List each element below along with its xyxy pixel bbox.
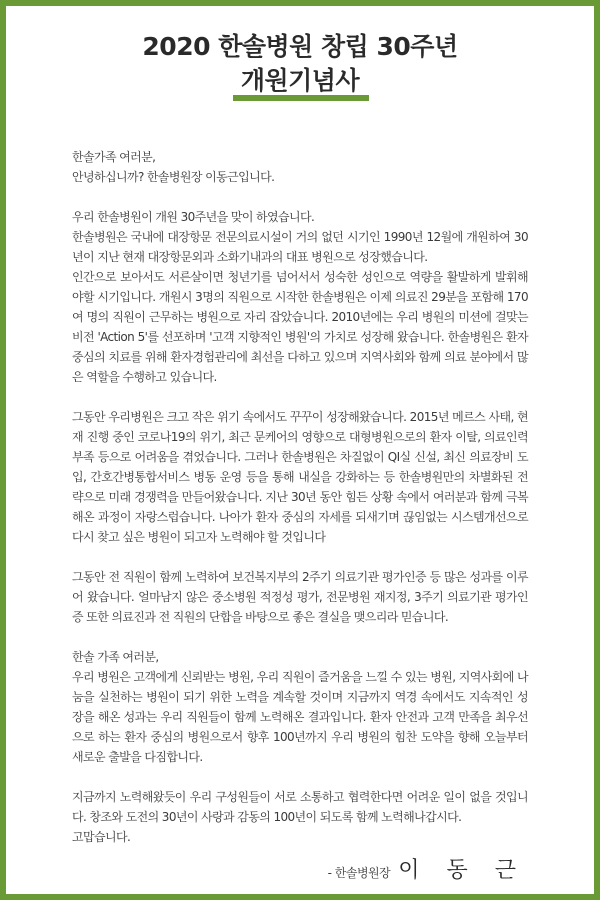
title-line-1: 2020 한솔병원 창립 30주년	[142, 32, 458, 61]
paragraph-line: 지금까지 노력해왔듯이 우리 구성원들이 서로 소통하고 협력한다면 어려운 일이 없을 것입니다. 창조와 도전의 30년이 사랑과 감동의 100년이 되도록 함께 노력해나갑시다.	[72, 790, 528, 824]
signature-prefix: - 한솔병원장	[327, 866, 391, 880]
paragraph-line: 그동안 전 직원이 함께 노력하여 보건복지부의 2주기 의료기관 평가인증 등 많은 성과를 이루어 왔습니다. 얼마남지 않은 중소병원 적정성 평가, 전문병원 재지정, 3주기 의료기관 평가인증 또한 의료진과 전 직원의 단합을 바탕으로 좋은 결실을 맺으리라 믿습니다.	[72, 570, 528, 624]
title-underline	[233, 95, 369, 101]
signature	[328, 853, 526, 884]
paragraph-line: 한솔 가족 여러분,	[72, 650, 159, 664]
paragraph-line: 인간으로 보아서도 서른살이면 청년기를 넘어서서 성숙한 성인으로 역량을 활발하게 발휘해야할 시기입니다. 개원시 3명의 직원으로 시작한 한솔병원은 이제 의료진 29분을 포함해 170여 명의 직원이 근무하는 병원으로 자리 잡았습니다. 2010년에는 우리 병원의 미션에 걸맞는 비전 'Action 5'를 선포하며 '고객 지향적인 병원'의 가치로 성장해 왔습니다. 한솔병원은 환자 중심의 치료를 위해 환자경험관리에 최선을 다하고 있으며 지역사회와 함께 의료 분야에서 많은 역할을 수행하고 있습니다.	[72, 270, 528, 384]
paragraph-growth	[72, 407, 528, 547]
signature-name: 이 동 근	[398, 858, 526, 883]
paragraph-anniversary	[72, 207, 528, 387]
letter-body	[72, 147, 528, 867]
page-title	[0, 30, 600, 98]
title-line-2: 개원기념사	[240, 66, 360, 95]
paragraph-achievements	[72, 567, 528, 627]
paragraph-closing	[72, 787, 528, 847]
paragraph-greeting	[72, 147, 528, 187]
paragraph-line: 고맙습니다.	[72, 830, 131, 844]
paragraph-line: 한솔가족 여러분,	[72, 150, 156, 164]
paragraph-line: 우리 한솔병원이 개원 30주년을 맞이 하였습니다.	[72, 210, 315, 224]
paragraph-line: 안녕하십니까? 한솔병원장 이동근입니다.	[72, 170, 275, 184]
paragraph-line: 우리 병원은 고객에게 신뢰받는 병원, 우리 직원이 즐거움을 느낄 수 있는 병원, 지역사회에 나눔을 실천하는 병원이 되기 위한 노력을 계속할 것이며 지금까지 역경 속에서도 지속적인 성장을 해온 성과는 우리 직원들이 함께 노력해온 결과입니다. 환자 안전과 고객 만족을 최우선으로 하는 환자 중심의 병원으로서 향후 100년까지 우리 병원의 힘찬 도약을 향해 오늘부터 새로운 출발을 다짐합니다.	[72, 670, 528, 764]
paragraph-line: 한솔병원은 국내에 대장항문 전문의료시설이 거의 없던 시기인 1990년 12월에 개원하여 30년이 지난 현재 대장항문외과 소화기내과의 대표 병원으로 성장했습니다.	[72, 230, 528, 264]
paragraph-commitment	[72, 647, 528, 767]
paragraph-line: 그동안 우리병원은 크고 작은 위기 속에서도 꾸꾸이 성장해왔습니다. 2015년 메르스 사태, 현재 진행 중인 코로나19의 위기, 최근 문케어의 영향으로 대형병원으로의 환자 이탈, 의료인력 부족 등으로 어려움을 겪었습니다. 그러나 한솔병원은 차질없이 QI실 신설, 최신 의료장비 도입, 간호간병통합서비스 병동 운영 등을 통해 내실을 강화하는 등 한솔병원만의 차별화된 전략으로 미래 경쟁력을 만들어왔습니다. 지난 30년 동안 힘든 상황 속에서 여러분과 함께 극복해온 과정이 자랑스럽습니다. 나아가 환자 중심의 자세를 되새기며 끊임없는 시스템개선으로 다시 찾고 싶은 병원이 되고자 노력해야 할 것입니다	[72, 410, 528, 544]
